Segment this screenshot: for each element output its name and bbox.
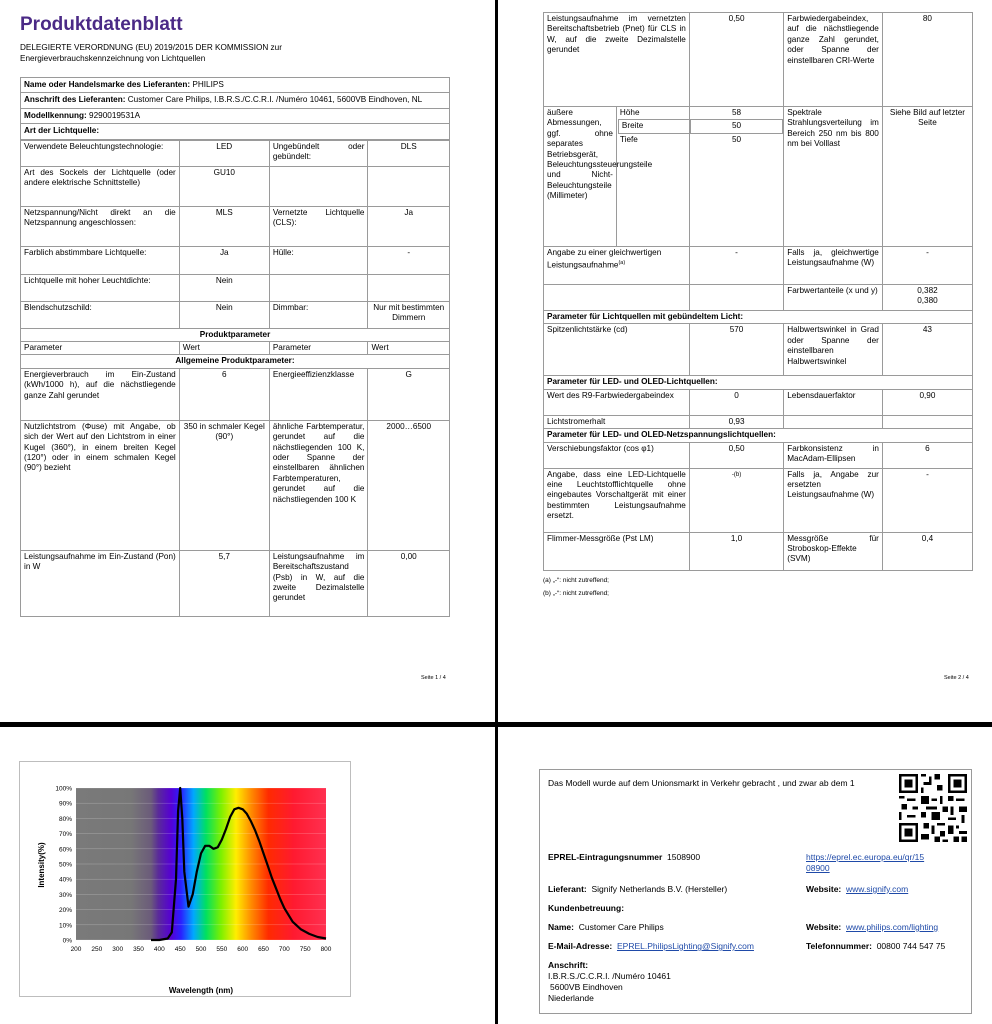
cell: Leistungsaufnahme im Ein-Zustand (Pon) in W: [21, 550, 180, 616]
cell: 0,382 0,380: [882, 285, 972, 311]
section-heading: Allgemeine Produktparameter:: [21, 355, 450, 368]
cell: 1,0: [689, 532, 783, 570]
y-tick-label: 40%: [58, 876, 72, 884]
eprel-row: EPREL-Eintragungsnummer 1508900: [548, 852, 701, 862]
column-header: Wert: [179, 342, 269, 355]
light-type-row: Art der Lichtquelle:: [20, 124, 450, 139]
regulation-text: DELEGIERTE VERORDNUNG (EU) 2019/2015 DER KOMMISSION zur Energieverbrauchskennzeichnung von Lichtquellen: [20, 43, 282, 63]
cell: Ungebündelt oder gebündelt:: [269, 140, 368, 166]
column-header: Wert: [368, 342, 450, 355]
cell: Energieverbrauch im Ein-Zustand (kWh/1000 h), auf die nächstliegende ganze Zahl gerundet: [21, 368, 180, 420]
supplier-name-row: Name oder Handelsmarke des Lieferanten: PHILIPS: [20, 77, 450, 93]
cell: Ja: [179, 246, 269, 274]
cell: [368, 274, 450, 301]
address-line: Niederlande: [548, 993, 594, 1003]
cell: 0,93: [689, 415, 783, 428]
cell: [368, 166, 450, 206]
cell: -: [689, 247, 783, 285]
cell: ähnliche Farbtemperatur, gerundet auf die nächstliegenden 100 K, oder Spanne der einstellbaren ähnlichen Farbtemperaturen, gerundet auf die nächstliegenden 100 K: [269, 420, 368, 550]
cell: Vernetzte Lichtquelle (CLS):: [269, 206, 368, 246]
supplier-address-row: Anschrift des Lieferanten: Customer Care Philips, I.B.R.S./C.C.R.I. /Numéro 10461, 5600VB Eindhoven, NL: [20, 93, 450, 108]
y-tick-label: 60%: [58, 846, 72, 854]
section-heading: Parameter für Lichtquellen mit gebündeltem Licht:: [544, 311, 973, 324]
spec-table: [543, 12, 973, 571]
page-2: [498, 0, 992, 722]
cell: -: [882, 468, 972, 532]
depth-value: 50: [731, 134, 742, 144]
cell: Dimmbar:: [269, 301, 368, 328]
depth-label: Tiefe: [619, 134, 638, 144]
dims-labels-cell: [616, 107, 689, 247]
x-tick-label: 600: [237, 946, 249, 953]
x-tick-label: 400: [153, 946, 165, 953]
column-header: Parameter: [269, 342, 368, 355]
cell: Angabe, dass eine LED-Lichtquelle eine Leuchtstofflichtquelle ohne eingebautes Vorschaltgerät mit einer bestimmten Leistungsaufnahme ersetzt.: [544, 468, 690, 532]
x-tick-label: 300: [112, 946, 124, 953]
x-tick-label: 700: [278, 946, 290, 953]
y-tick-label: 50%: [58, 861, 72, 869]
y-tick-label: 20%: [58, 907, 72, 915]
section-heading: Parameter für LED- und OLED-Lichtquellen:: [544, 376, 973, 389]
cell: Leistungsaufnahme im vernetzten Bereitschaftsbetrieb (Pnet) für CLS in W, auf die zweite Dezimalstelle gerundet: [544, 13, 690, 107]
y-axis-label: Intensity(%): [37, 842, 46, 888]
cell: [689, 285, 783, 311]
cell: 0,90: [882, 389, 972, 415]
website-link-philips[interactable]: www.philips.com/lighting: [846, 922, 939, 932]
cell: Hülle:: [269, 246, 368, 274]
cell: Lichtquelle mit hoher Leuchtdichte:: [21, 274, 180, 301]
y-tick-label: 30%: [58, 891, 72, 899]
height-value: 58: [731, 108, 742, 117]
x-tick-label: 650: [258, 946, 269, 953]
footnote-a: (a) „-“: nicht zutreffend;: [543, 576, 609, 584]
website-row-2: Website: www.philips.com/lighting: [806, 922, 939, 932]
cell: Farbwertanteile (x und y): [784, 285, 883, 311]
section-heading: Parameter für LED- und OLED-Netzspannungslichtquellen:: [544, 429, 973, 442]
cell: [784, 415, 883, 428]
cell: Farbkonsistenz in MacAdam-Ellipsen: [784, 442, 883, 468]
x-tick-label: 450: [174, 946, 186, 953]
spectrum-chart-frame: [19, 761, 351, 997]
page-4: [498, 727, 992, 1024]
website-row-1: Website: www.signify.com: [806, 884, 909, 894]
cell: Spektrale Strahlungsverteilung im Bereich 250 nm bis 800 nm bei Volllast: [784, 107, 883, 247]
address-line: I.B.R.S./C.C.R.I. /Numéro 10461: [548, 971, 671, 981]
cell: Blendschutzschild:: [21, 301, 180, 328]
spectrum-chart: [20, 762, 350, 996]
cell: Ja: [368, 206, 450, 246]
cell: 43: [882, 324, 972, 376]
cell: Leistungsaufnahme im Bereitschaftszustand (Psb) in W, auf die zweite Dezimalstelle gerundet: [269, 550, 368, 616]
cell: Energieeffizienzklasse: [269, 368, 368, 420]
cell: Siehe Bild auf letzter Seite: [882, 107, 972, 247]
qr-code: [899, 774, 967, 842]
cell: [269, 166, 368, 206]
cell: G: [368, 368, 450, 420]
x-tick-label: 350: [133, 946, 144, 953]
email-link[interactable]: EPREL.PhilipsLighting@Signify.com: [616, 941, 754, 951]
footnote-b: (b) „-“: nicht zutreffend;: [543, 589, 609, 597]
website-link-signify[interactable]: www.signify.com: [846, 884, 909, 894]
address-label: Anschrift:: [548, 960, 589, 970]
cell: Angabe zu einer gleichwertigen Leistungsaufnahme$^{(a)}$: [544, 247, 690, 285]
cell: Lichtstromerhalt: [544, 415, 690, 428]
cell: LED: [179, 140, 269, 166]
page-number: Seite 2 / 4: [944, 675, 969, 681]
cell: Farblich abstimmbare Lichtquelle:: [21, 246, 180, 274]
cell: Lebensdauerfaktor: [784, 389, 883, 415]
cell: Verschiebungsfaktor (cos φ1): [544, 442, 690, 468]
email-row: E-Mail-Adresse: EPREL.PhilipsLighting@Signify.com: [548, 941, 754, 951]
width-label: Breite: [618, 119, 690, 133]
cell: GU10: [179, 166, 269, 206]
section-heading: Produktparameter: [21, 328, 450, 341]
info-box: [539, 769, 972, 1014]
cell: 570: [689, 324, 783, 376]
x-tick-label: 500: [195, 946, 207, 953]
page-number: Seite 1 / 4: [421, 675, 446, 681]
cell: [544, 285, 690, 311]
x-tick-label: 800: [320, 946, 332, 953]
cell: Farbwiedergabeindex, auf die nächstliegende ganze Zahl gerundet, oder Spanne der einstellbaren CRI-Werte: [784, 13, 883, 107]
height-label: Höhe: [619, 108, 640, 117]
width-value: 50: [690, 119, 783, 133]
cell: Spitzenlichtstärke (cd): [544, 324, 690, 376]
cell: DLS: [368, 140, 450, 166]
cell: 6: [882, 442, 972, 468]
cell: 350 in schmaler Kegel (90°): [179, 420, 269, 550]
cell: 80: [882, 13, 972, 107]
y-tick-label: 0%: [62, 937, 72, 945]
cell: Art des Sockels der Lichtquelle (oder andere elektrische Schnittstelle): [21, 166, 180, 206]
cell: Netzspannung/Nicht direkt an die Netzspannung angeschlossen:: [21, 206, 180, 246]
cell: 0,50: [689, 442, 783, 468]
cell: Falls ja, gleichwertige Leistungsaufnahme (W): [784, 247, 883, 285]
cell: 6: [179, 368, 269, 420]
dims-values-cell: [689, 107, 783, 247]
light-source-table: [20, 140, 450, 617]
model-row: Modellkennung: 9290019531A: [20, 109, 450, 124]
customer-care-heading: Kundenbetreuung:: [548, 903, 625, 913]
cell: Nein: [179, 274, 269, 301]
page-3: [0, 727, 495, 1024]
cell: 2000…6500: [368, 420, 450, 550]
page-1: [0, 0, 495, 722]
cell: 5,7: [179, 550, 269, 616]
cell: äußere Abmessungen, ggf. ohne separates Betriebsgerät, Beleuchtungssteuerungsteile und Nicht-Beleuchtungsteile (Millimeter): [544, 107, 617, 247]
cell: Nur mit bestimmten Dimmern: [368, 301, 450, 328]
cell: Verwendete Beleuchtungstechnologie:: [21, 140, 180, 166]
name-row: Name: Customer Care Philips: [548, 922, 664, 932]
column-header: Parameter: [21, 342, 180, 355]
y-tick-label: 100%: [55, 785, 72, 793]
x-tick-label: 250: [91, 946, 103, 953]
cell: Nein: [179, 301, 269, 328]
eprel-link[interactable]: https://eprel.ec.europa.eu/qr/1508900: [806, 852, 925, 873]
y-tick-label: 90%: [58, 800, 72, 808]
x-axis-label: Wavelength (nm): [168, 986, 234, 995]
cell: -(b): [689, 468, 783, 532]
address-line: 5600VB Eindhoven: [550, 982, 623, 992]
cell: -: [368, 246, 450, 274]
x-tick-label: 550: [216, 946, 228, 953]
y-tick-label: 70%: [58, 831, 72, 839]
phone-row: Telefonnummer: 00800 744 547 75: [806, 941, 946, 951]
cell: Messgröße für Stroboskop-Effekte (SVM): [784, 532, 883, 570]
cell: Flimmer-Messgröße (Pst LM): [544, 532, 690, 570]
market-text: Das Modell wurde auf dem Unionsmarkt in Verkehr gebracht , und zwar ab dem 1: [548, 778, 855, 788]
page-title: Produktdatenblatt: [20, 14, 183, 35]
cell: Nutzlichtstrom (Φuse) mit Angabe, ob sich der Wert auf den Lichtstrom in einer Kugel (360°), in einem breiten Kegel (120°) oder in einem schmalen Kegel (90°) bezieht: [21, 420, 180, 550]
cell: 0,50: [689, 13, 783, 107]
x-tick-label: 200: [70, 946, 82, 953]
cell: [882, 415, 972, 428]
supplier-row: Lieferant: Signify Netherlands B.V. (Hersteller): [548, 884, 728, 894]
cell: Falls ja, Angabe zur ersetzten Leistungsaufnahme (W): [784, 468, 883, 532]
x-tick-label: 750: [299, 946, 311, 953]
cell: 0,4: [882, 532, 972, 570]
y-tick-label: 80%: [58, 815, 72, 823]
cell: Wert des R9-Farbwiedergabeindex: [544, 389, 690, 415]
cell: -: [882, 247, 972, 285]
cell: 0,00: [368, 550, 450, 616]
cell: MLS: [179, 206, 269, 246]
address-block: [548, 960, 671, 1004]
cell: Halbwertswinkel in Grad oder Spanne der einstellbaren Halbwertswinkel: [784, 324, 883, 376]
cell: 0: [689, 389, 783, 415]
cell: [269, 274, 368, 301]
y-tick-label: 10%: [58, 922, 72, 930]
